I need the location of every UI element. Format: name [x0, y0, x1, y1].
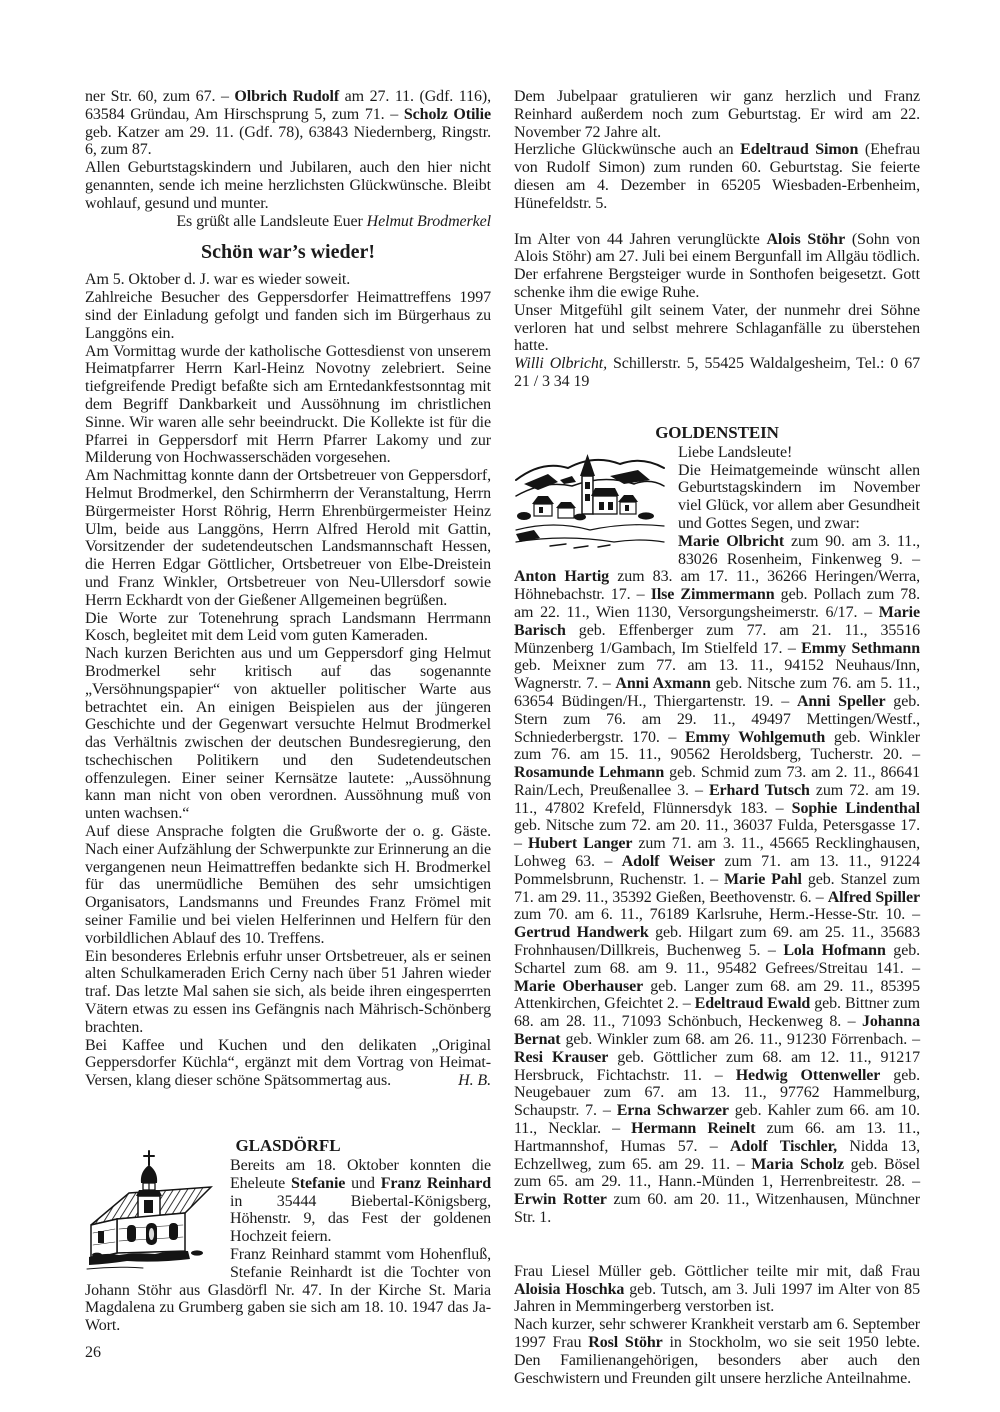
right-column	[514, 88, 920, 1387]
congratulations-paragraph: Allen Geburtstagskindern und Jubilaren, auch den hier nicht genannten, sende ich meine herzlichsten Glückwünsche. Bleibt wohlauf, gesund und munter.	[85, 159, 491, 212]
glasdoerfl-paragraph: Franz Reinhard stammt vom Hohenfluß, Stefanie Reinhardt ist die Tochter von Johann Stöhr aus Glasdörfl Nr. 47. In der Kirche St. Maria Magdalena zu Grumberg gaben sie sich am 18. 10. 1947 das Ja-Wort.	[85, 1246, 491, 1335]
spacer	[514, 1227, 920, 1263]
goldenstein-heading: GOLDENSTEIN	[655, 422, 779, 442]
closing-paragraph-with-initials: Bei Kaffee und Kuchen und den delikaten „Original Geppersdorfer Küchla“, ergänzt mit dem Vortrag von Heimat-Versen, klang dieser schöne Spätsommertag aus. H. B.	[85, 1036, 491, 1090]
contact-line: Willi Olbricht, Schillerstr. 5, 55425 Waldalgesheim, Tel.: 0 67 21 / 3 34 19	[514, 355, 920, 390]
left-column	[85, 88, 491, 1335]
village-sketch-image	[514, 446, 666, 552]
paragraph: Am Vormittag wurde der katholische Gottesdienst von unserem Heimatpfarrer Herrn Karl-Heinz Novotny zelebriert. Seine tiefgreifende Predigt befaßte sich am Erntedankfestsonntag mit dem Begriff Dankbarkeit und Aussöhnung im christlichen Sinne. Wir waren alle sehr beeindruckt. Die Kollekte ist für die Pfarrei in Geppersdorf mit Herrn Pfarrer Lakomy und zur Milderung von Hochwasserschäden vorgesehen.	[85, 342, 491, 467]
spacer	[514, 391, 920, 423]
paragraph: Ein besonderes Erlebnis erfuhr unser Ortsbetreuer, als er seinen alten Schulkameraden Erich Cerny nach über 51 Jahren wieder traf. Das letzte Mal sahen sie sich, als beide ihren eingesperrten Vätern etwas zu essen ins Gefängnis nach Mährisch-Schönberg brachten.	[85, 947, 491, 1036]
page-number: 26	[85, 1344, 101, 1361]
glasdoerfl-paragraph: Bereits am 18. Oktober konnten die Eheleute Stefanie und Franz Reinhard in 35444 Biebertal-Königsberg, Höhenstr. 9, das Fest der goldenen Hochzeit feiern.	[230, 1157, 491, 1246]
condolence-paragraph: Unser Mitgefühl gilt seinem Vater, der nunmehr drei Söhne verloren hat und selbst mehrere Schlaganfälle zu überstehen hatte.	[514, 301, 920, 355]
article-heading: Schön war’s wieder!	[200, 241, 376, 264]
goldenstein-intro-paragraph: Die Heimatgemeinde wünscht allen Geburtstagskindern im November viel Glück, vor allem aber Gesundheit und Gottes Segen, und zwar:	[678, 461, 920, 532]
paragraph: Am Nachmittag konnte dann der Ortsbetreuer von Geppersdorf, Helmut Brodmerkel, den Schirmherrn der Veranstaltung, Herrn Bürgermeister Horst Röhrig, Herrn Ehrenbürgermeister Heinz Ulm, beide aus Langgöns, Herrn Alfred Herold mit Gattin, Vorsitzender der sudetendeutschen Landsmannschaft Hessen, die Herren Edgar Göttlicher, Ortsbetreuer von Elbe-Dreistein und Franz Winkler, Ortsbetreuer von Neu-Ullersdorf sowie Herrn Eckhardt von der Gießener Allgemeinen begrüßen.	[85, 467, 491, 609]
spacer	[514, 213, 920, 231]
goldenstein-salutation: Liebe Landsleute!	[678, 443, 793, 461]
paragraph: Zahlreiche Besucher des Geppersdorfer Heimattreffens 1997 sind der Einladung gefolgt und fanden sich im Bürgerhaus zu Langgöns ein.	[85, 289, 491, 342]
paragraph: Die Worte zur Totenehrung sprach Landsmann Herrmann Kosch, begleitet mit dem Leid vom guten Kameraden.	[85, 609, 491, 645]
chapel-sketch-image	[85, 1149, 219, 1275]
goldenstein-section	[514, 423, 920, 1227]
death-notice-paragraph: Frau Liesel Müller geb. Göttlicher teilte mir mit, daß Frau Aloisia Hoschka geb. Tutsch, am 3. Juli 1997 im Alter von 85 Jahren in Memmingerberg verstorben ist.	[514, 1262, 920, 1316]
greeting-signature-line: Es grüßt alle Landsleute Euer Helmut Brodmerkel	[176, 212, 491, 230]
glasdoerfl-section	[85, 1136, 491, 1335]
birthday-carryover-paragraph: ner Str. 60, zum 67. – Olbrich Rudolf am 27. 11. (Gdf. 116), 63584 Gründau, Am Hirschsprung 5, zum 71. – Scholz Otilie geb. Katzer am 29. 11. (Gdf. 78), 63843 Niedernberg, Ringstr. 6, zum 87.	[85, 88, 491, 159]
obituary-paragraph: Im Alter von 44 Jahren verunglückte Alois Stöhr (Sohn von Alois Stöhr) am 27. Juli bei einem Bergunfall im Allgäu tödlich. Der erfahrene Bergsteiger wurde in Sonthofen beigesetzt. Gott schenke ihm die ewige Ruhe.	[514, 230, 920, 301]
paragraph: Am 5. Oktober d. J. war es wieder soweit.	[85, 271, 351, 289]
glasdoerfl-heading: GLASDÖRFL	[235, 1136, 341, 1156]
birthday-list-paragraph: Marie Olbricht zum 90. am 3. 11., 83026 Rosenheim, Finkenweg 9. – Anton Hartig zum 83. am 17. 11., 36266 Heringen/Werra, Höhnebachstr. 17. – Ilse Zimmermann geb. Pollach zum 78. am 22. 11., Wien 1130, Versorgungsheimerstr. 6/17. – Marie Barisch geb. Effenberger zum 77. am 21. 11., 35516 Münzenberg 1/Gambach, Im Stielfeld 17. – Emmy Sethmann geb. Meixner zum 77. am 13. 11., 94152 Neuhaus/Inn, Wagnerstr. 7. – Anni Axmann geb. Nitsche zum 76. am 5. 11., 63654 Büdingen/H., Thiergartenstr. 19. – Anni Speller geb. Stern zum 76. am 29. 11., 49497 Mettingen/Westf., Schniederbergstr. 170. – Emmy Wohlgemuth geb. Winkler zum 76. am 15. 11., 90562 Heroldsberg, Tucherstr. 20. – Rosamunde Lehmann geb. Schmid zum 73. am 2. 11., 86641 Rain/Lech, Preußenallee 3. – Erhard Tutsch zum 72. am 19. 11., 47802 Krefeld, Flünnersdyk 183. – Sophie Lindenthal geb. Nitsche zum 72. am 20. 11., 36037 Fulda, Petersgasse 17. – Hubert Langer zum 71. am 3. 11., 45665 Recklinghausen, Lohweg 63. – Adolf Weiser zum 71. am 13. 11., 91224 Pommelsbrunn, Ruchenstr. 1. – Marie Pahl geb. Stanzel zum 71. am 29. 11., 35392 Gießen, Beethovenstr. 6. – Alfred Spiller zum 70. am 6. 11., 76189 Karlsruhe, Herm.-Hesse-Str. 10. – Gertrud Handwerk geb. Hilgart zum 69. am 25. 11., 35683 Frohnhausen/Dillkreis, Buchenweg 5. – Lola Hofmann geb. Schartel zum 68. am 9. 11., 95482 Gefrees/Streitau 141. – Marie Oberhauser geb. Langer zum 68. am 29. 11., 85395 Attenkirchen, Gfeichtet 2. – Edeltraud Ewald geb. Bittner zum 68. am 28. 11., 71093 Schönbuch, Heckenweg 8. – Johanna Bernat geb. Winkler zum 68. am 26. 11., 91230 Förrenbach. – Resi Krauser geb. Göttlicher zum 68. am 12. 11., 91217 Hersbruck, Fichtachstr. 11. – Hedwig Ottenweller geb. Neugebauer zum 67. am 13. 11., 97762 Hammelburg, Schaupstr. 7. – Erna Schwarzer geb. Kahler zum 66. am 10. 11., Necklar. – Hermann Reinelt zum 66. am 13. 11., Hartmannshof, Humas 57. – Adolf Tischler, Nidda 13, Echzellweg, zum 65. am 29. 11. – Maria Scholz geb. Bösel zum 65. am 29. 11., Hann.-Münden 1, Herrenbreitestr. 28. – Erwin Rotter zum 60. am 20. 11., Witzenhausen, Münchner Str. 1.	[514, 532, 921, 1227]
paragraph: Nach kurzen Berichten aus und um Geppersdorf ging Helmut Brodmerkel sehr kritisch auf das sogenannte „Versöhnungspapier“ von aktueller politischer Warte aus betrachtet ein. An einigen Beispielen aus der jüngeren Geschichte und der Gegenwart versuchte Helmut Brodmerkel das Verhältnis zwischen der deutschen Bundesregierung, den tschechischen Politikern und den Sudetendeutschen offenzulegen. Einer seiner Kernsätze lautete: „Aussöhnung kann man nicht von oben verordnen. Aussöhnung muß von unten wachsen.“	[85, 645, 491, 823]
death-notice-paragraph: Nach kurzer, sehr schwerer Krankheit verstarb am 6. September 1997 Frau Rosl Stöhr in Stockholm, wo sie seit 1950 lebte. Den Familienangehörigen, besonders aber auch den Geschwistern und Freunden gilt unsere herzliche Anteilnahme.	[514, 1316, 920, 1387]
jubelpaar-paragraph: Dem Jubelpaar gratulieren wir ganz herzlich und Franz Reinhard außerdem noch zum Geburtstag. Er wird am 22. November 72 Jahre alt.	[514, 88, 920, 141]
birthday-wishes-paragraph: Herzliche Glückwünsche auch an Edeltraud Simon (Ehefrau von Rudolf Simon) zum runden 60. Geburtstag. Sie feierte diesen am 4. Dezember in 65205 Wiesbaden-Erbenheim, Hünefeldstr. 5.	[514, 141, 920, 212]
paragraph: Auf diese Ansprache folgten die Grußworte der o. g. Gäste. Nach einer Aufzählung der Schwerpunkte zur Erinnerung an die vergangenen neun Heimattreffen bedankte sich H. Brodmerkel für das unermüdliche Bemühen des sehr umsichtigen Organisators, Landsmanns und Freundes Franz Frömel mit seiner Familie und bei vielen Helferinnen und Helfern für den vorbildlichen Ablauf des 10. Treffens.	[85, 823, 491, 947]
